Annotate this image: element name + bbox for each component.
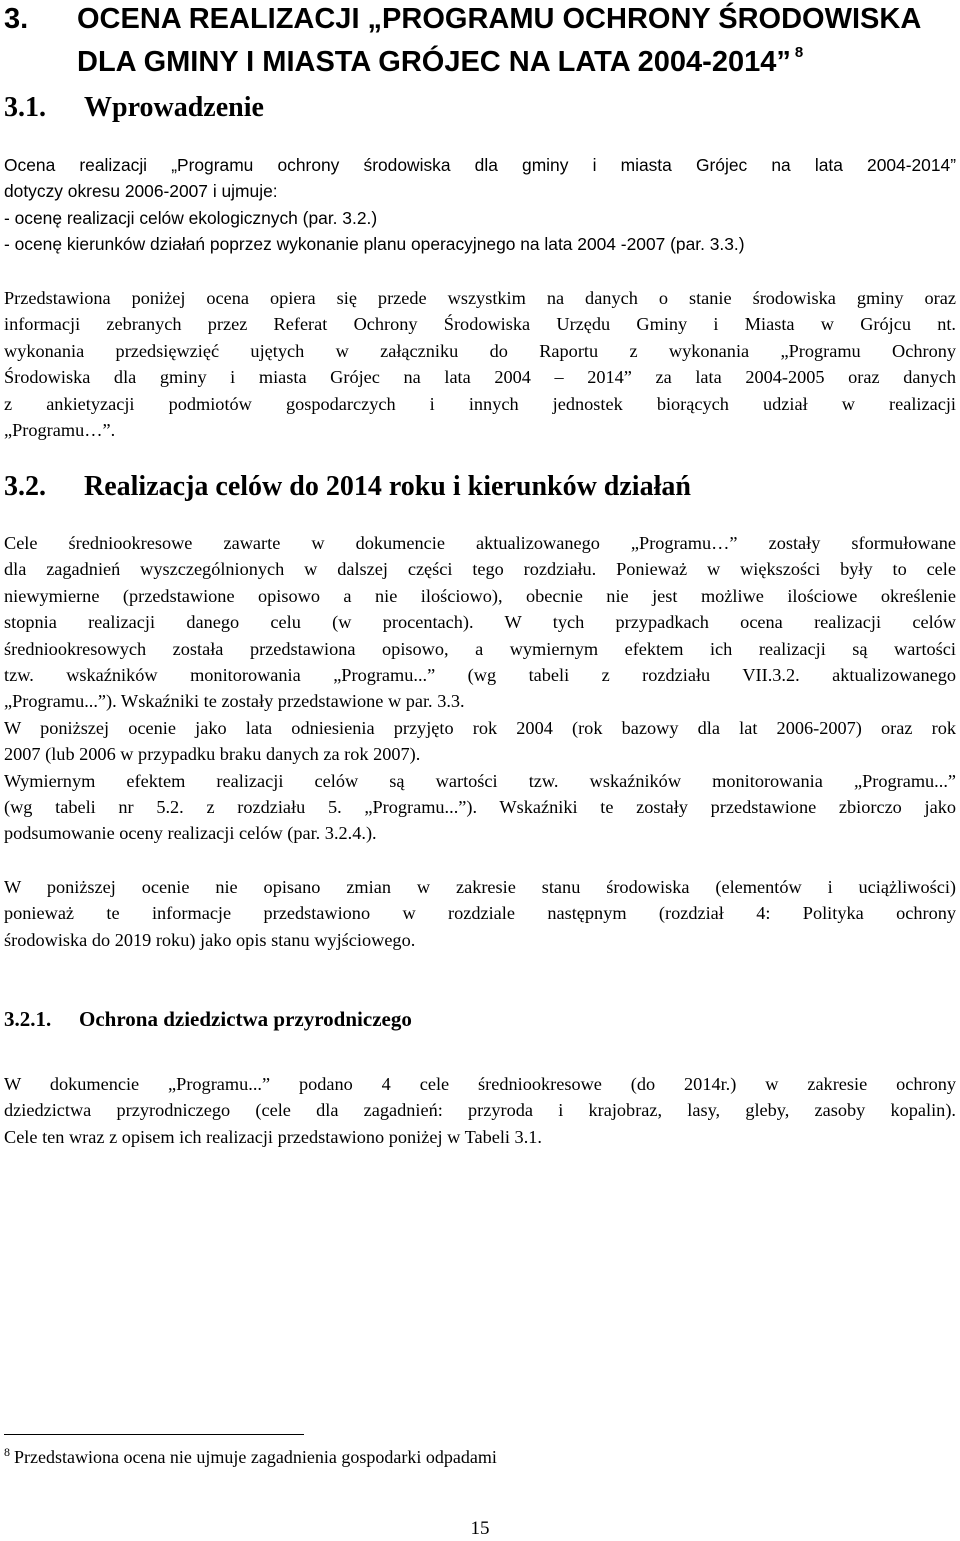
subsection-heading-3-2-1: [4, 1006, 956, 1032]
text-line: środowiska do 2019 roku) jako opis stanu wyjściowego.: [4, 929, 416, 950]
text-line: W poniższej ocenie jako lata odniesienia przyjęto rok 2004 (rok bazowy dla lat 2006-2007) oraz rok: [4, 717, 956, 738]
text-line: „Programu…”.: [4, 420, 116, 441]
paragraph-natural-heritage: [4, 1071, 956, 1150]
footnote: [4, 1440, 497, 1469]
text-line: (wg tabeli nr 5.2. z rozdziału 5. „Programu...”). Wskaźniki te zostały przedstawione zbiorczo jako: [4, 797, 956, 818]
text-line: podsumowanie oceny realizacji celów (par. 3.2.4.).: [4, 823, 377, 844]
paragraph-scope-note: [4, 874, 956, 953]
text-line: Środowiska dla gminy i miasta Grójec na lata 2004 – 2014” za lata 2004-2005 oraz danych: [4, 367, 956, 388]
text-line: ponieważ te informacje przedstawiono w rozdziale następnym (rozdział 4: Polityka ochrony: [4, 903, 956, 924]
section-title: Wprowadzenie: [84, 92, 264, 123]
chapter-number: 3.: [4, 3, 29, 35]
subsection-title: Ochrona dziedzictwa przyrodniczego: [79, 1007, 412, 1031]
footnote-text: Przedstawiona ocena nie ujmuje zagadnienia gospodarki odpadami: [14, 1447, 497, 1467]
footnote-divider: [4, 1434, 304, 1435]
text-line: niewymierne (przedstawione opisowo a nie ilościowo), obecnie nie jest możliwe ilościowe określenie: [4, 585, 956, 606]
text-line: stopnia realizacji danego celu (w procentach). W tych przypadkach ocena realizacji celów: [4, 612, 956, 633]
page-number: 15: [470, 1518, 490, 1539]
text-line: informacji zebranych przez Referat Ochrony Środowiska Urzędu Gminy i Miasta w Grójcu nt.: [4, 314, 956, 335]
section-number: 3.2.: [4, 471, 46, 502]
subsection-number: 3.2.1.: [4, 1007, 52, 1031]
text-line: wykonania przedsięwzięć ujętych w załączniku do Raportu z wykonania „Programu Ochrony: [4, 340, 956, 361]
intro-paragraph: [4, 152, 956, 258]
chapter-title-line-2: DLA GMINY I MIASTA GRÓJEC NA LATA 2004-2014”: [77, 46, 791, 78]
section-title: Realizacja celów do 2014 roku i kierunków działań: [84, 471, 691, 502]
paragraph-data-sources: [4, 285, 956, 443]
text-line: dla zagadnień wyszczególnionych w dalszej części tego rozdziału. Ponieważ w większości były to cele: [4, 559, 956, 580]
text-line: średniookresowych została przedstawiona opisowo, a wymiernym efektem ich realizacji są wartości: [4, 638, 956, 659]
text-line: dziedzictwa przyrodniczego (cele dla zagadnień: przyroda i krajobraz, lasy, gleby, zasoby kopalin).: [4, 1100, 956, 1121]
text-line: Cele średniookresowe zawarte w dokumencie aktualizowanego „Programu…” zostały sformułowane: [4, 533, 956, 553]
list-item: - ocenę realizacji celów ekologicznych (par. 3.2.): [4, 207, 378, 228]
text-line: 2007 (lub 2006 w przypadku braku danych za rok 2007).: [4, 744, 421, 765]
text-line: „Programu...”). Wskaźniki te zostały przedstawione w par. 3.3.: [4, 691, 465, 712]
text-line: Przedstawiona poniżej ocena opiera się przede wszystkim na danych o stanie środowiska gminy oraz: [4, 288, 956, 308]
section-heading-3-1: [4, 91, 956, 125]
text-line: dotyczy okresu 2006-2007 i ujmuje:: [4, 181, 278, 202]
text-line: z ankietyzacji podmiotów gospodarczych i innych jednostek biorących udział w realizacji: [4, 393, 956, 414]
text-line: Cele ten wraz z opisem ich realizacji przedstawiono poniżej w Tabeli 3.1.: [4, 1126, 542, 1147]
list-item: - ocenę kierunków działań poprzez wykonanie planu operacyjnego na lata 2004 -2007 (par. 3.3.): [4, 234, 745, 255]
footnote-number: 8: [4, 1445, 10, 1459]
chapter-title-line-1: OCENA REALIZACJI „PROGRAMU OCHRONY ŚRODOWISKA: [77, 3, 922, 35]
chapter-heading: [4, 2, 956, 79]
section-number: 3.1.: [4, 92, 46, 123]
section-heading-3-2: [4, 470, 956, 504]
footnote-reference[interactable]: 8: [794, 44, 804, 61]
text-line: Wymiernym efektem realizacji celów są wartości tzw. wskaźników monitorowania „Programu...”: [4, 770, 956, 791]
text-line: W poniższej ocenie nie opisano zmian w zakresie stanu środowiska (elementów i uciążliwości): [4, 877, 956, 897]
paragraph-goals: [4, 530, 956, 847]
text-line: Ocena realizacji „Programu ochrony środowiska dla gminy i miasta Grójec na lata 2004-2014”: [4, 155, 956, 175]
text-line: W dokumencie „Programu...” podano 4 cele średniookresowe (do 2014r.) w zakresie ochrony: [4, 1074, 956, 1094]
text-line: tzw. wskaźników monitorowania „Programu...” (wg tabeli z rozdziału VII.3.2. aktualizowanego: [4, 665, 956, 686]
